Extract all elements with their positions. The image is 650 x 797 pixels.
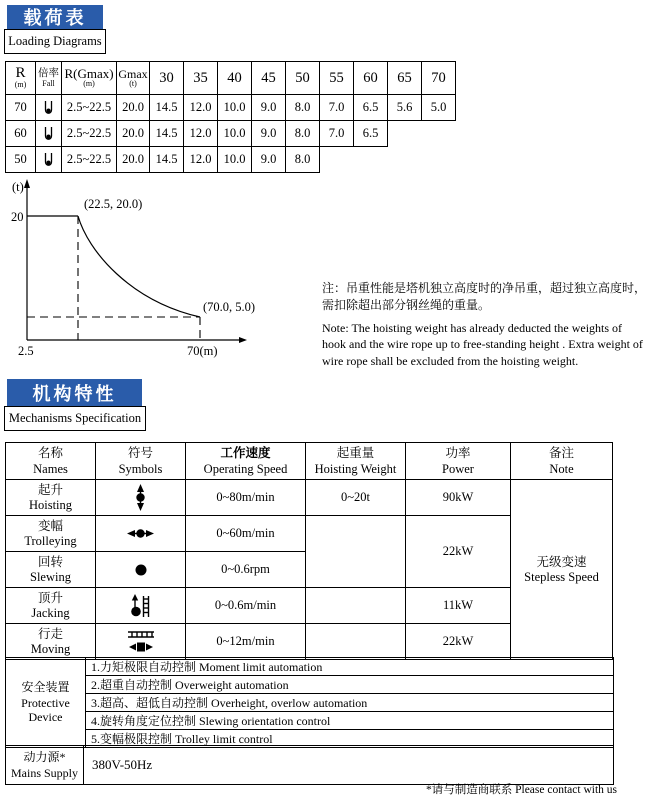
mechanism-name-cell: 回转 Slewing <box>6 552 96 588</box>
table-row <box>6 712 614 730</box>
mechanisms-title-cn-text: 机构特性 <box>32 383 117 404</box>
mechanisms-title-en-text: Mechanisms Specification <box>8 411 142 425</box>
weight-cell-empty <box>306 588 406 624</box>
loading-section-title-en <box>4 29 106 54</box>
mechanism-name-cell: 变幅 Trolleying <box>6 516 96 552</box>
gmax-cell: 20.0 <box>117 147 150 173</box>
header-radius-30: 30 <box>150 62 184 95</box>
slewing-symbol-icon <box>96 552 186 588</box>
jib-length-cell: 60 <box>6 121 36 147</box>
header-fall: 倍率 Fall <box>36 62 62 95</box>
header-radius-40: 40 <box>218 62 252 95</box>
header-hoisting-weight: 起重量 Hoisting Weight <box>306 443 406 480</box>
hoisting-symbol-icon <box>96 480 186 516</box>
table-cell: 7.0 <box>320 121 354 147</box>
table-row <box>6 121 456 147</box>
table-cell: 14.5 <box>150 95 184 121</box>
header-power: 功率 Power <box>406 443 511 480</box>
table-cell: 8.0 <box>286 121 320 147</box>
header-radius-35: 35 <box>184 62 218 95</box>
protective-item: 5.变幅极限控制 Trolley limit control <box>86 730 614 748</box>
table-cell: 7.0 <box>320 95 354 121</box>
speed-cell: 0~0.6m/min <box>186 588 306 624</box>
header-note: 备注 Note <box>511 443 613 480</box>
table-row <box>6 694 614 712</box>
table-cell: 8.0 <box>286 95 320 121</box>
header-radius-65: 65 <box>388 62 422 95</box>
loading-table <box>5 61 456 173</box>
mains-supply-label: 动力源* Mains Supply <box>6 746 84 785</box>
table-cell: 10.0 <box>218 121 252 147</box>
speed-cell: 0~12m/min <box>186 624 306 660</box>
protective-device-table <box>5 657 614 748</box>
table-row <box>6 95 456 121</box>
table-cell: 6.5 <box>354 95 388 121</box>
mains-voltage-value: 380V-50Hz <box>84 746 614 785</box>
table-cell: 10.0 <box>218 147 252 173</box>
table-row <box>6 658 614 676</box>
header-radius-60: 60 <box>354 62 388 95</box>
table-row <box>6 746 614 785</box>
peak-point-annotation: (22.5, 20.0) <box>84 197 143 211</box>
table-cell: 9.0 <box>252 121 286 147</box>
end-point-annotation: (70.0, 5.0) <box>203 300 256 314</box>
mechanism-name-cell: 起升 Hoisting <box>6 480 96 516</box>
mechanism-name-cell: 顶升 Jacking <box>6 588 96 624</box>
y-axis-unit-label: (t) <box>12 180 24 194</box>
header-radius-45: 45 <box>252 62 286 95</box>
mechanism-name-cell: 行走 Moving <box>6 624 96 660</box>
table-cell: 6.5 <box>354 121 388 147</box>
header-radius-55: 55 <box>320 62 354 95</box>
mechanisms-section-title-en <box>4 406 146 431</box>
mains-supply-table <box>5 745 614 785</box>
jib-length-cell: 50 <box>6 147 36 173</box>
power-cell: 90kW <box>406 480 511 516</box>
table-cell: 9.0 <box>252 147 286 173</box>
protective-item: 3.超高、超低自动控制 Overheight, overlow automation <box>86 694 614 712</box>
table-cell: 5.6 <box>388 95 422 121</box>
table-row <box>6 147 456 173</box>
table-cell: 14.5 <box>150 121 184 147</box>
table-row <box>6 676 614 694</box>
protective-item: 1.力矩极限自动控制 Moment limit automation <box>86 658 614 676</box>
y-tick-label: 20 <box>11 210 24 224</box>
header-gmax: Gmax (t) <box>117 62 150 95</box>
table-cell: 9.0 <box>252 95 286 121</box>
table-cell: 10.0 <box>218 95 252 121</box>
header-operating-speed: 工作速度 Operating Speed <box>186 443 306 480</box>
loading-title-en-text: Loading Diagrams <box>8 34 102 48</box>
moving-symbol-icon <box>96 624 186 660</box>
speed-cell: 0~80m/min <box>186 480 306 516</box>
gmax-range-cell: 2.5~22.5 <box>62 147 117 173</box>
header-radius-50: 50 <box>286 62 320 95</box>
table-cell: 12.0 <box>184 121 218 147</box>
gmax-cell: 20.0 <box>117 121 150 147</box>
weight-cell-empty <box>306 516 406 588</box>
jib-length-cell: 70 <box>6 95 36 121</box>
stepless-speed-note-cell: 无级变速 Stepless Speed <box>511 480 613 660</box>
header-symbols: 符号 Symbols <box>96 443 186 480</box>
header-radius-70: 70 <box>422 62 456 95</box>
speed-cell: 0~60m/min <box>186 516 306 552</box>
hoisting-weight-note <box>322 280 646 376</box>
gmax-cell: 20.0 <box>117 95 150 121</box>
table-row <box>6 480 613 516</box>
jacking-symbol-icon <box>96 588 186 624</box>
loading-title-cn-text: 载荷表 <box>23 8 87 28</box>
table-cell: 12.0 <box>184 95 218 121</box>
empty-region <box>388 121 456 147</box>
power-cell: 22kW <box>406 516 511 588</box>
speed-cell: 0~0.6rpm <box>186 552 306 588</box>
x-origin-tick-label: 2.5 <box>18 344 34 358</box>
table-cell: 8.0 <box>286 147 320 173</box>
weight-cell-empty <box>306 624 406 660</box>
loading-section-title-cn <box>7 5 103 29</box>
mechanisms-section-title-cn <box>7 379 142 406</box>
power-cell: 22kW <box>406 624 511 660</box>
note-english: Note: The hoisting weight has already deducted the weights of hook and the wire rope up to free-standing height . Extra weight of wire rope shall be excluded from the hoisting weight. <box>322 320 643 369</box>
x-end-tick-label: 70(m) <box>187 344 218 358</box>
fall-reeving-icon <box>36 95 62 121</box>
fall-reeving-icon <box>36 121 62 147</box>
contact-footnote: *请与制造商联系 Please contact with us <box>425 784 617 796</box>
mechanisms-table <box>5 442 613 660</box>
empty-region <box>320 147 456 173</box>
note-chinese: 注：吊重性能是塔机独立高度时的净吊重，超过独立高度时，需扣除超出部分钢丝绳的重量。 <box>322 281 647 312</box>
protective-item: 4.旋转角度定位控制 Slewing orientation control <box>86 712 614 730</box>
trolleying-symbol-icon <box>96 516 186 552</box>
loading-table-header-row <box>6 62 456 95</box>
table-cell: 5.0 <box>422 95 456 121</box>
header-radius: R (m) <box>6 62 36 95</box>
mechanisms-header-row <box>6 443 613 480</box>
header-rgmax: R(Gmax) (m) <box>62 62 117 95</box>
fall-reeving-icon <box>36 147 62 173</box>
table-cell: 14.5 <box>150 147 184 173</box>
protective-device-label: 安全装置 Protective Device <box>6 658 86 748</box>
table-cell: 12.0 <box>184 147 218 173</box>
load-curve-chart <box>10 176 312 371</box>
gmax-range-cell: 2.5~22.5 <box>62 95 117 121</box>
header-names: 名称 Names <box>6 443 96 480</box>
power-cell: 11kW <box>406 588 511 624</box>
protective-item: 2.超重自动控制 Overweight automation <box>86 676 614 694</box>
weight-cell: 0~20t <box>306 480 406 516</box>
gmax-range-cell: 2.5~22.5 <box>62 121 117 147</box>
